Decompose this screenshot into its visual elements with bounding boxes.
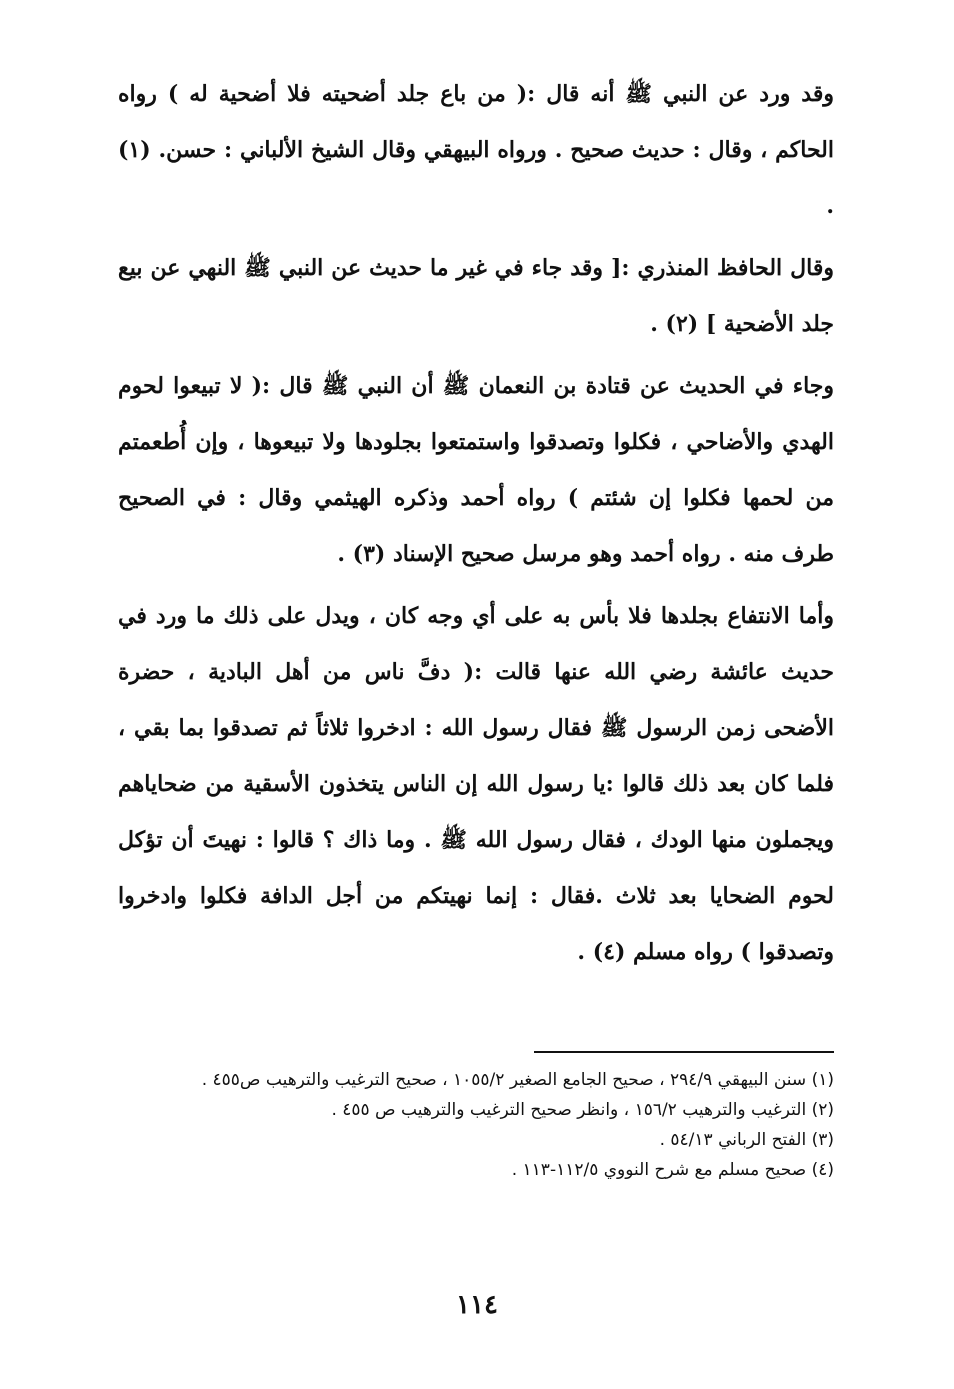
footnote-2: (٢) الترغيب والترهيب ١٥٦/٢ ، وانظر صحيح الترغيب والترهيب ص ٤٥٥ . bbox=[331, 1100, 834, 1120]
page-number: ١١٤ bbox=[456, 1290, 498, 1320]
paragraph-1: وقد ورد عن النبي ﷺ أنه قال :( من باع جلد أضحيته فلا أضحية له ) رواه الحاكم ، وقال : حديث صحيح . ورواه البيهقي وقال الشيخ الألباني : حسن. (١) . bbox=[118, 81, 834, 219]
footnote-separator bbox=[534, 1051, 834, 1053]
footnote-3: (٣) الفتح الرباني ٥٤/١٣ . bbox=[659, 1130, 834, 1150]
paragraph-2: وقال الحافظ المنذري :[ وقد جاء في غير ما حديث عن النبي ﷺ النهي عن بيع جلد الأضحية ] (٢) . bbox=[118, 255, 834, 337]
main-text bbox=[118, 66, 834, 986]
footnote-1: (١) سنن البيهقي ٢٩٤/٩ ، صحيح الجامع الصغير ١٠٥٥/٢ ، صحيح الترغيب والترهيب ص٤٥٥ . bbox=[201, 1070, 834, 1090]
paragraph-4: وأما الانتفاع بجلدها فلا بأس به على أي وجه كان ، ويدل على ذلك ما ورد في حديث عائشة رضي الله عنها قالت :( دفَّ ناس من أهل البادية ، حضرة الأضحى زمن الرسول ﷺ فقال رسول الله : ادخروا ثلاثاً ثم تصدقوا بما بقي ، فلما كان بعد ذلك قالوا :يا رسول الله إن الناس يتخذون الأسقية من ضحاياهم ويجملون منها الودك ، فقال رسول الله ﷺ . وما ذاك ؟ قالوا : نهيتَ أن تؤكل لحوم الضحايا بعد ثلاث .فقال : إنما نهيتكم من أجل الدافة فكلوا وادخروا وتصدقوا ) رواه مسلم (٤) . bbox=[118, 603, 834, 965]
footnotes bbox=[118, 1068, 834, 1188]
paragraph-3: وجاء في الحديث عن قتادة بن النعمان ﷺ أن النبي ﷺ قال :( لا تبيعوا لحوم الهدي والأضاحي ، فكلوا وتصدقوا واستمتعوا بجلودها ولا تبيعوها ، وإن أُطعمتم من لحمها فكلوا إن شئتم ) رواه أحمد وذكره الهيثمي وقال : في الصحيح طرف منه . رواه أحمد وهو مرسل صحيح الإسناد (٣) . bbox=[118, 373, 834, 567]
footnote-4: (٤) صحيح مسلم مع شرح النووي ١١٢/٥-١١٣ . bbox=[511, 1160, 834, 1180]
